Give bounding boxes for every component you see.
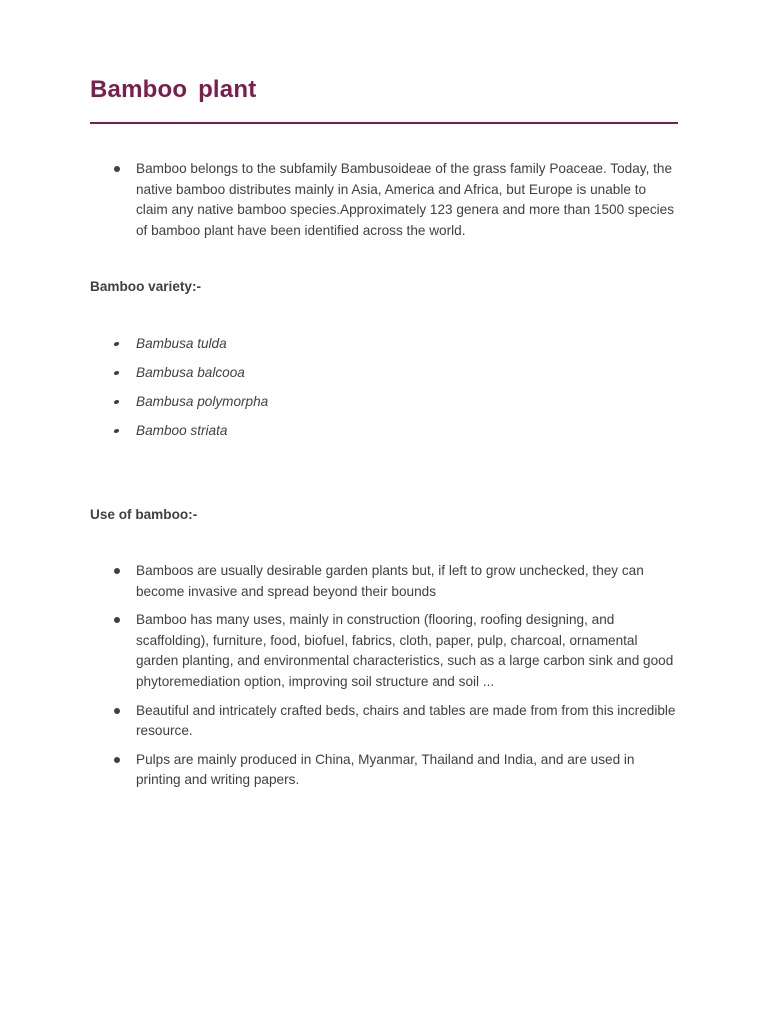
variety-name: Bambusa tulda — [136, 336, 227, 351]
bullet-icon — [114, 166, 120, 172]
bullet-icon — [114, 757, 120, 763]
bullet-icon — [114, 568, 120, 574]
bullet-icon — [114, 617, 120, 623]
title-divider — [90, 122, 678, 124]
page-title: Bamboo plant — [90, 76, 257, 103]
list-item — [90, 334, 680, 355]
variety-name: Bambusa balcooa — [136, 365, 245, 381]
list-item — [90, 701, 680, 742]
bullet-icon — [114, 708, 120, 714]
intro-text: Bamboo belongs to the subfamily Bambusoideae of the grass family Poaceae. Today, the native bamboo distributes mainly in Asia, America and Africa, but Europe is unable to claim any native bamboo species.Approximately 123 genera and more than 1500 species of bamboo plant have been identified across the world. — [136, 161, 675, 238]
bullet-icon — [113, 429, 119, 433]
list-item — [90, 561, 680, 602]
use-text: Bamboo has many uses, mainly in construction (flooring, roofing designing, and scaffolding), furniture, food, biofuel, fabrics, cloth, paper, pulp, charcoal, ornamental garden planting, and environmental characteristics, such as a large carbon sink and good phytoremediation option, improving soil structure and soil ... — [136, 612, 674, 689]
use-heading: Use of bamboo:- — [90, 507, 198, 522]
variety-name: Bamboo striata — [136, 423, 228, 439]
list-item — [90, 421, 680, 442]
use-text: Pulps are mainly produced in China, Myanmar, Thailand and India, and are used in printing and writing papers. — [136, 751, 635, 788]
intro-section — [90, 159, 680, 241]
bullet-icon — [113, 400, 119, 404]
list-item — [90, 363, 680, 384]
bullet-icon — [113, 342, 119, 346]
use-section — [90, 561, 680, 799]
use-text: Beautiful and intricately crafted beds, chairs and tables are made from from this incredible resource. — [136, 702, 676, 739]
variety-name: Bambusa polymorpha — [136, 394, 269, 410]
list-item — [90, 392, 680, 413]
list-item — [90, 610, 680, 692]
intro-list — [90, 159, 680, 241]
use-text: Bamboos are usually desirable garden plants but, if left to grow unchecked, they can become invasive and spread beyond their bounds — [136, 563, 644, 599]
list-item — [90, 750, 680, 791]
variety-list — [90, 334, 680, 442]
variety-heading: Bamboo variety:- — [90, 279, 202, 294]
variety-section — [90, 334, 680, 450]
list-item — [90, 159, 680, 241]
use-list — [90, 561, 680, 791]
bullet-icon — [113, 371, 119, 375]
